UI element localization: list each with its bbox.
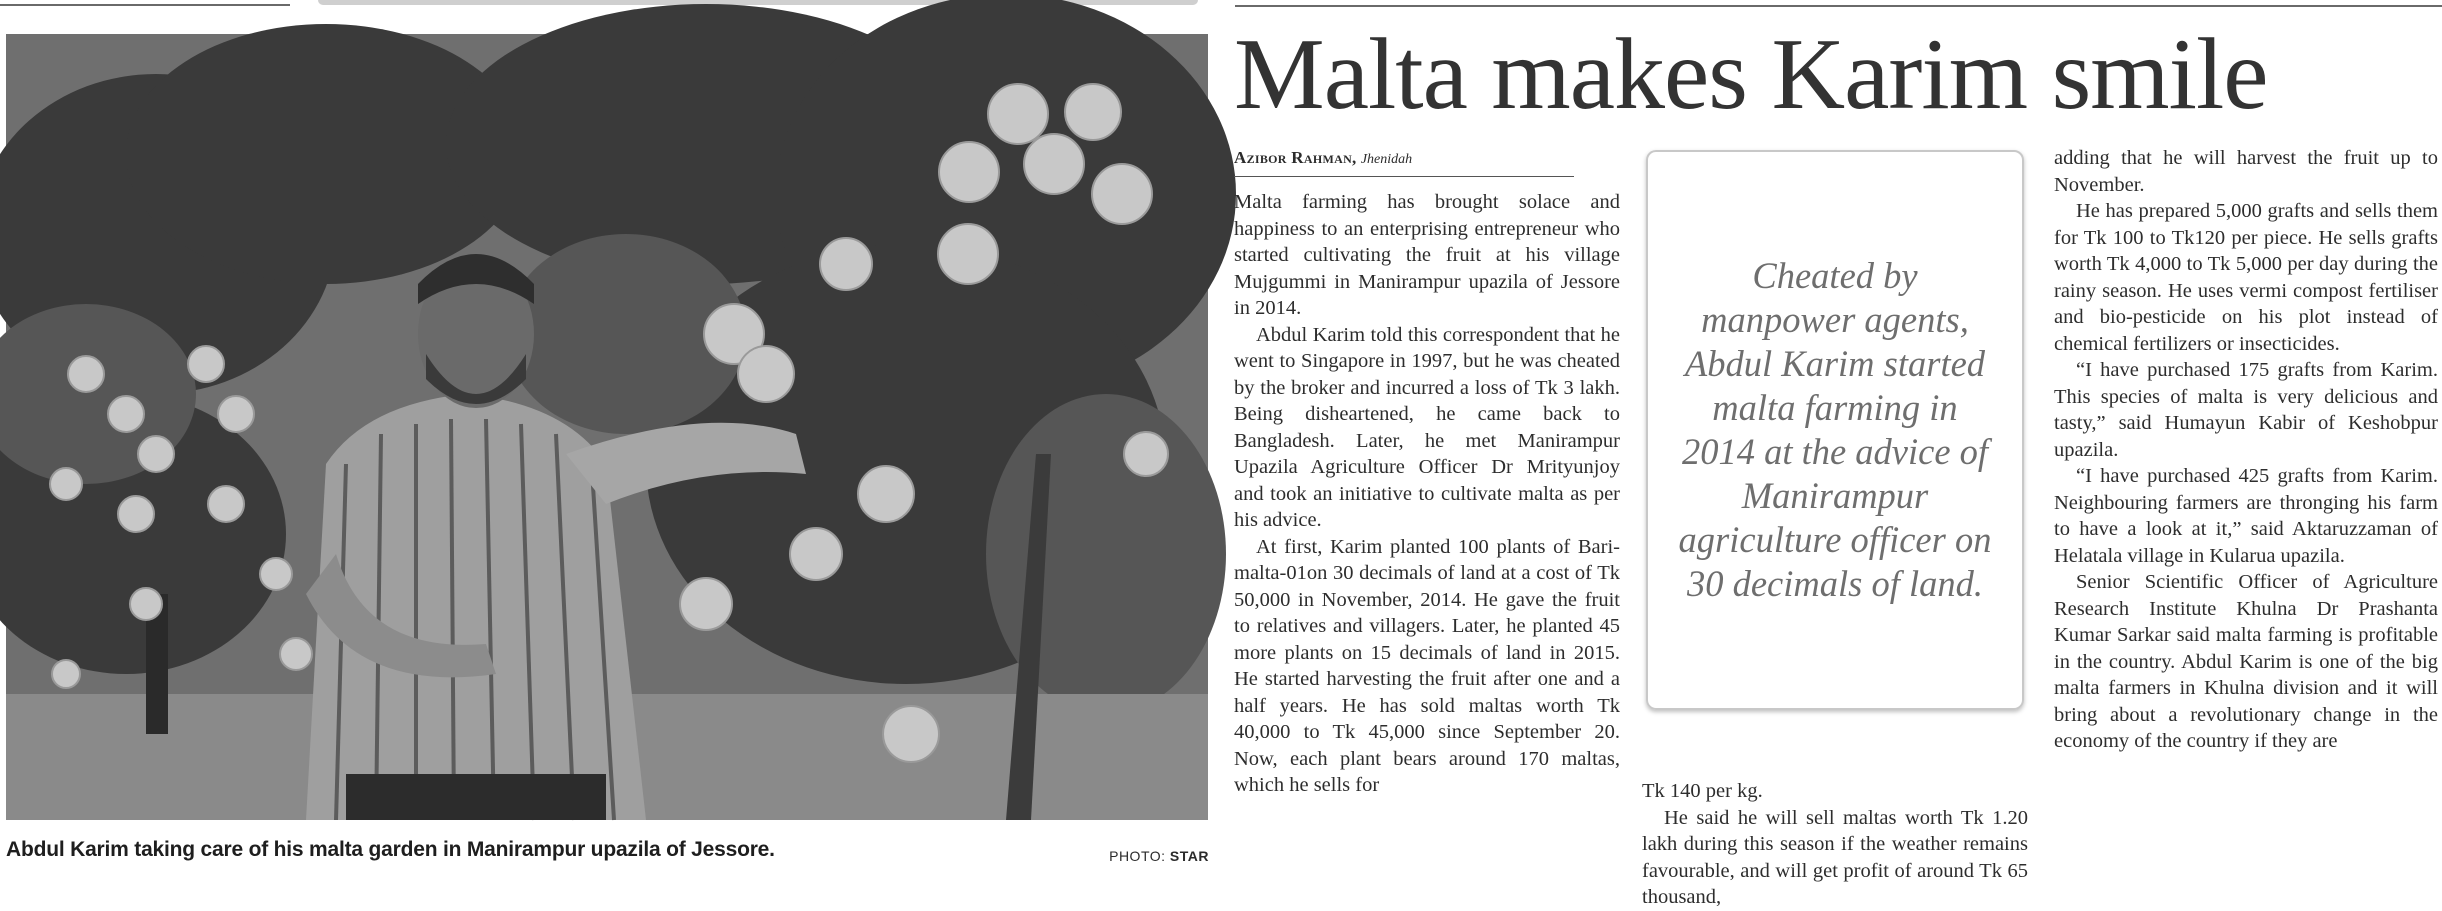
photo-credit xyxy=(1109,848,1209,864)
byline-name: Azibor Rahman, xyxy=(1234,148,1357,167)
paragraph: Malta farming has brought solace and happiness to an enterprising entrepreneur who started cultivating the fruit at his village Mujgummi in Manirampur upazila of Jessore in 2014. xyxy=(1234,191,1620,319)
photo-caption: Abdul Karim taking care of his malta garden in Manirampur upazila of Jessore. xyxy=(6,838,775,861)
paragraph: He has prepared 5,000 grafts and sells them for Tk 100 to Tk120 per piece. He sells grafts worth Tk 4,000 to Tk 5,000 per day during the rainy season. He uses vermi compost fertiliser and bio-pesticide on his plot instead of chemical fertilizers or insecticides. xyxy=(2054,200,2438,355)
photo-credit-prefix: PHOTO: xyxy=(1109,848,1170,864)
top-rule-right xyxy=(1235,5,2442,7)
article-column-2 xyxy=(1642,778,2028,908)
paragraph: adding that he will harvest the fruit up to November. xyxy=(2054,147,2438,196)
headline: Malta makes Karim smile xyxy=(1234,18,2268,131)
malta-garden-photo xyxy=(6,34,1208,820)
paragraph: Abdul Karim told this correspondent that he went to Singapore in 1997, but he was cheated by the broker and incurred a loss of Tk 3 lakh. Being disheartened, he came back to Bangladesh. Later, he met Manirampur Upazila Agriculture Officer Dr Mrityunjoy and took an initiative to cultivate malta as per his advice. xyxy=(1234,323,1620,531)
byline-rule xyxy=(1234,176,1574,177)
paragraph: Senior Scientific Officer of Agriculture Research Institute Khulna Dr Prashanta Kumar Sarkar said malta farming is profitable in the country. Abdul Karim is one of the big malta farmers in Khulna division and it will bring about a revolutionary change in the economy of the country if they are xyxy=(2054,571,2438,752)
article-column-3 xyxy=(2054,145,2438,887)
paragraph: He said he will sell maltas worth Tk 1.20 lakh during this season if the weather remains favourable, and will get profit of around Tk 65 thousand, xyxy=(1642,806,2028,908)
paragraph: At first, Karim planted 100 plants of Bari-malta-01on 30 decimals of land at a cost of Tk 50,000 in November, 2014. He gave the fruit to relatives and villagers. Later, he planted 45 more plants on 15 decimals of land in 2015. He started harvesting the fruit after one and a half years. He has sold maltas worth Tk 40,000 to Tk 45,000 since September 20. Now, each plant bears around 170 maltas, which he sells for xyxy=(1234,535,1620,796)
top-rule-left xyxy=(0,4,290,6)
article-column-1 xyxy=(1234,189,1620,879)
pull-quote-box xyxy=(1646,150,2024,710)
photo-credit-source: STAR xyxy=(1169,848,1209,864)
byline xyxy=(1234,148,1574,168)
byline-place: Jhenidah xyxy=(1360,152,1413,167)
paragraph: “I have purchased 425 grafts from Karim. Neighbouring farmers are thronging his farm to have a look at it,” said Aktaruzzaman of Helatala village in Kularua upazila. xyxy=(2054,465,2438,567)
paragraph: Tk 140 per kg. xyxy=(1642,780,1763,802)
pull-quote: Cheated by manpower agents, Abdul Karim started malta farming in 2014 at the advice of Manirampur agriculture officer on 30 decimals of land. xyxy=(1678,255,1992,604)
paragraph: “I have purchased 175 grafts from Karim. This species of malta is very delicious and tasty,” said Humayun Kabir of Keshobpur upazila. xyxy=(2054,359,2438,461)
